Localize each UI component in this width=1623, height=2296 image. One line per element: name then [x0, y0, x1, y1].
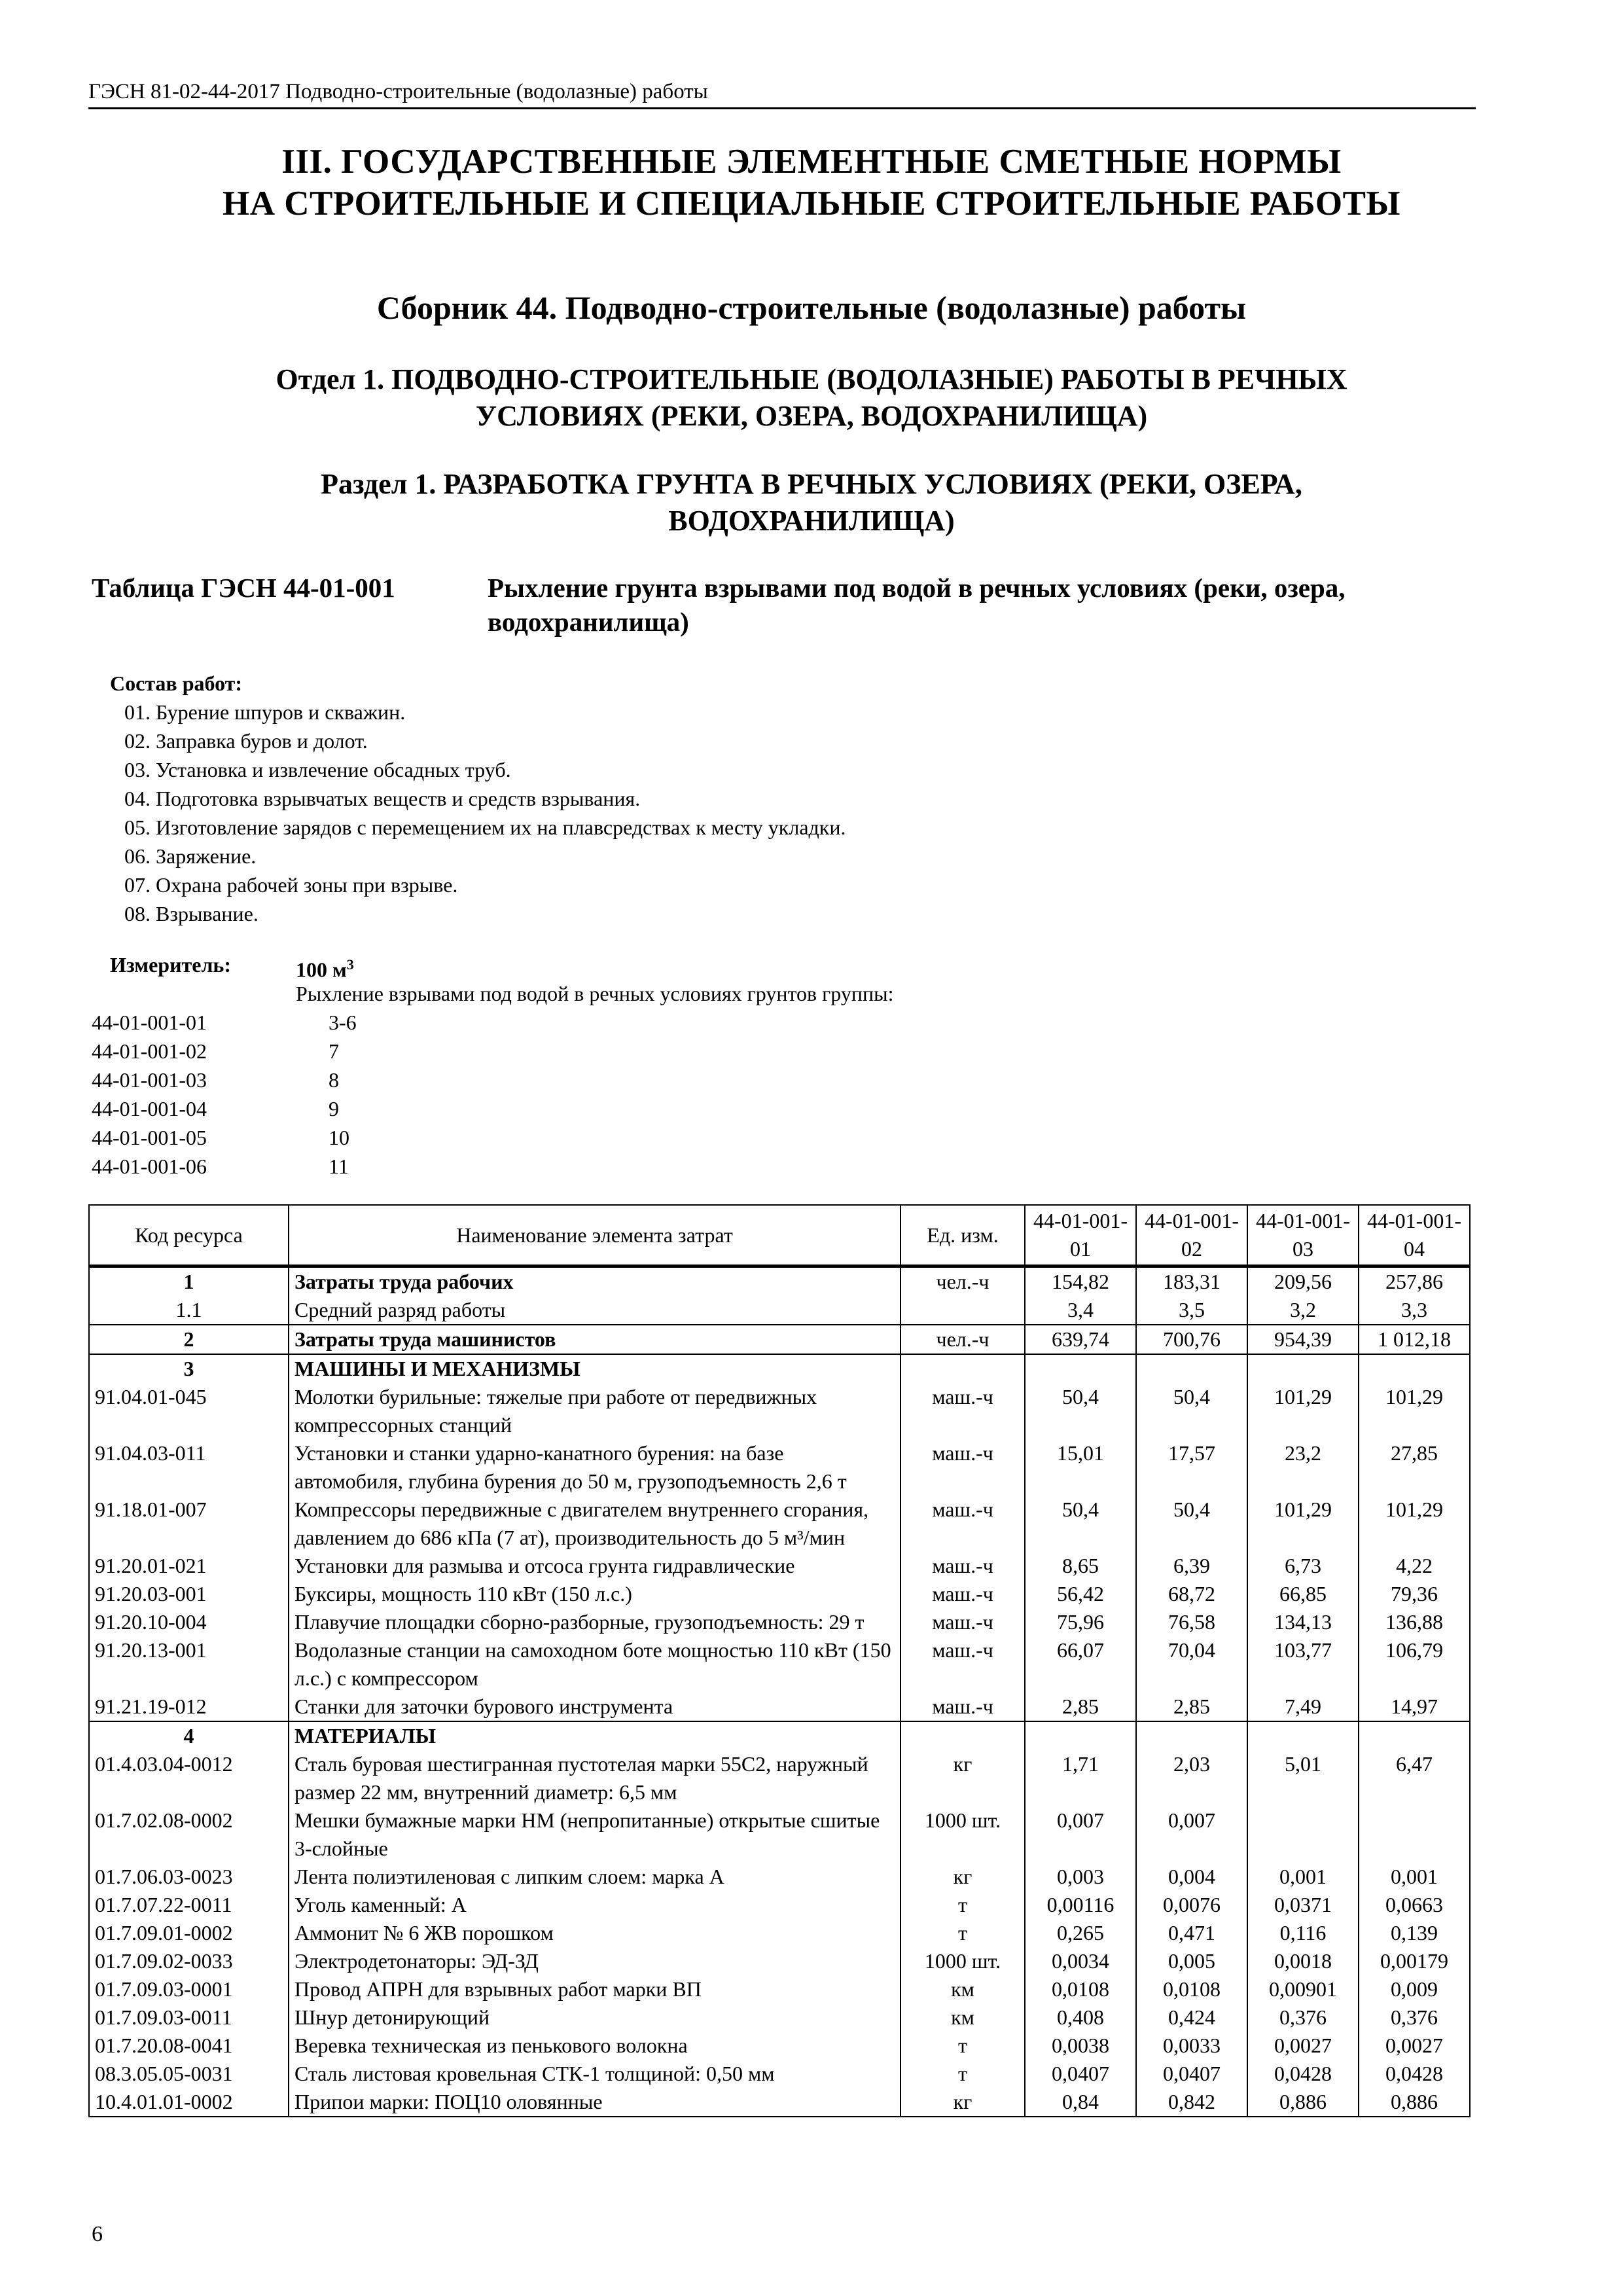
- cell-resource-code: 01.7.02.08-0002: [89, 1806, 289, 1863]
- table-caption-title-line-2: водохранилища): [488, 607, 689, 637]
- cell-resource-code: 01.7.20.08-0041: [89, 2032, 289, 2060]
- measure-description: Рыхление взрывами под водой в речных условиях грунтов группы:: [296, 982, 894, 1005]
- cell-cost-element-name: Средний разряд работы: [289, 1296, 901, 1325]
- cell-unit: кг: [901, 2088, 1025, 2117]
- table-body: [89, 1266, 1470, 2117]
- cell-cost-element-name: Провод АПРН для взрывных работ марки ВП: [289, 1975, 901, 2003]
- work-composition-item: 05. Изготовление зарядов с перемещением их на плавсредствах к месту укладки.: [124, 816, 846, 839]
- cell-norm-04: 101,29: [1359, 1383, 1470, 1439]
- cell-norm-03: 134,13: [1247, 1608, 1359, 1636]
- cell-norm-02: 68,72: [1136, 1580, 1247, 1608]
- table-row: [89, 1919, 1470, 1947]
- cell-resource-code: 1: [89, 1266, 289, 1297]
- cell-cost-element-name: Аммонит № 6 ЖВ порошком: [289, 1919, 901, 1947]
- section-title: [88, 466, 1535, 539]
- page-number: 6: [92, 2222, 103, 2246]
- table-row: [89, 1296, 1470, 1325]
- table-row: [89, 2032, 1470, 2060]
- cell-norm-04: 4,22: [1359, 1552, 1470, 1580]
- cell-norm-04: 14,97: [1359, 1693, 1470, 1721]
- cell-norm-03: 0,0371: [1247, 1891, 1359, 1919]
- cell-cost-element-name: Затраты труда рабочих: [289, 1266, 901, 1297]
- table-row: [89, 1947, 1470, 1975]
- cell-resource-code: 91.20.10-004: [89, 1608, 289, 1636]
- cell-resource-code: 10.4.01.01-0002: [89, 2088, 289, 2117]
- cell-norm-04: 257,86: [1359, 1266, 1470, 1297]
- cell-norm-03: 23,2: [1247, 1439, 1359, 1496]
- cell-norm-01: 75,96: [1025, 1608, 1136, 1636]
- measure-row: [92, 1094, 746, 1123]
- cell-norm-04: 3,3: [1359, 1296, 1470, 1325]
- cell-unit: 1000 шт.: [901, 1806, 1025, 1863]
- cell-norm-02: 0,007: [1136, 1806, 1247, 1863]
- cell-norm-02: 0,0108: [1136, 1975, 1247, 2003]
- measure-row: [92, 1152, 746, 1181]
- cell-norm-02: 0,471: [1136, 1919, 1247, 1947]
- cell-norm-01: 2,85: [1025, 1693, 1136, 1721]
- table-row: [89, 1636, 1470, 1693]
- cell-cost-element-name: Затраты труда машинистов: [289, 1325, 901, 1354]
- cell-resource-code: 01.7.09.02-0033: [89, 1947, 289, 1975]
- cell-norm-03: 5,01: [1247, 1750, 1359, 1806]
- cell-norm-01: 56,42: [1025, 1580, 1136, 1608]
- cell-norm-04: 6,47: [1359, 1750, 1470, 1806]
- cell-norm-04: 1 012,18: [1359, 1325, 1470, 1354]
- table-row: [89, 2088, 1470, 2117]
- cell-norm-01: 0,265: [1025, 1919, 1136, 1947]
- cell-norm-02: 0,0076: [1136, 1891, 1247, 1919]
- table-group-row: [89, 1266, 1470, 1297]
- cell-norm-03: 0,001: [1247, 1863, 1359, 1891]
- cell-unit: [901, 1354, 1025, 1383]
- cell-norm-01: 50,4: [1025, 1496, 1136, 1552]
- cell-cost-element-name: Веревка техническая из пенькового волокна: [289, 2032, 901, 2060]
- work-composition-item: 04. Подготовка взрывчатых веществ и средств взрывания.: [124, 787, 641, 810]
- work-composition-title: Состав работ:: [110, 672, 243, 695]
- cell-norm-02: 70,04: [1136, 1636, 1247, 1693]
- measure-row: [92, 1123, 746, 1152]
- table-row: [89, 2060, 1470, 2088]
- cell-unit: 1000 шт.: [901, 1947, 1025, 1975]
- cell-unit: т: [901, 2032, 1025, 2060]
- cell-norm-02: 2,85: [1136, 1693, 1247, 1721]
- running-header: ГЭСН 81-02-44-2017 Подводно-строительные (водолазные) работы: [88, 77, 1476, 109]
- work-composition-item: 01. Бурение шпуров и скважин.: [124, 700, 406, 724]
- main-title-line-1: III. ГОСУДАРСТВЕННЫЕ ЭЛЕМЕНТНЫЕ СМЕТНЫЕ НОРМЫ: [281, 143, 1342, 181]
- cell-cost-element-name: Шнур детонирующий: [289, 2003, 901, 2032]
- table-row: [89, 1552, 1470, 1580]
- cell-unit: маш.-ч: [901, 1636, 1025, 1693]
- cell-norm-04: [1359, 1354, 1470, 1383]
- measure-row-code: 44-01-001-04: [92, 1097, 207, 1121]
- table-row: [89, 1863, 1470, 1891]
- cell-norm-02: 0,0033: [1136, 2032, 1247, 2060]
- table-group-row: [89, 1721, 1470, 1750]
- cell-norm-03: 0,0027: [1247, 2032, 1359, 2060]
- cell-norm-04: [1359, 1806, 1470, 1863]
- cell-norm-01: 66,07: [1025, 1636, 1136, 1693]
- section-title-line-2: ВОДОХРАНИЛИЩА): [668, 505, 955, 537]
- cell-unit: км: [901, 2003, 1025, 2032]
- cell-cost-element-name: Электродетонаторы: ЭД-ЗД: [289, 1947, 901, 1975]
- cell-norm-01: 8,65: [1025, 1552, 1136, 1580]
- cell-cost-element-name: Сталь листовая кровельная СТК-1 толщиной: 0,50 мм: [289, 2060, 901, 2088]
- cell-norm-03: [1247, 1354, 1359, 1383]
- cell-norm-02: 0,004: [1136, 1863, 1247, 1891]
- measure-row-group: 3-6: [329, 1011, 357, 1034]
- cell-resource-code: 1.1: [89, 1296, 289, 1325]
- cell-norm-04: 0,009: [1359, 1975, 1470, 2003]
- cell-norm-01: 0,84: [1025, 2088, 1136, 2117]
- measure-row-code: 44-01-001-02: [92, 1039, 207, 1063]
- measure-row-code: 44-01-001-01: [92, 1011, 207, 1034]
- cell-norm-01: 0,0034: [1025, 1947, 1136, 1975]
- cell-norm-03: 0,116: [1247, 1919, 1359, 1947]
- cell-norm-01: 50,4: [1025, 1383, 1136, 1439]
- table-group-row: [89, 1325, 1470, 1354]
- cell-norm-03: 209,56: [1247, 1266, 1359, 1297]
- cell-unit: маш.-ч: [901, 1580, 1025, 1608]
- measure-row-group: 7: [329, 1039, 339, 1063]
- header-resource-code: Код ресурса: [89, 1205, 289, 1266]
- cell-norm-01: 0,007: [1025, 1806, 1136, 1863]
- measure-rows: [92, 1008, 746, 1181]
- cell-resource-code: 01.7.09.01-0002: [89, 1919, 289, 1947]
- cell-norm-02: 0,0407: [1136, 2060, 1247, 2088]
- measure-row-group: 9: [329, 1097, 339, 1121]
- header-cost-element-name: Наименование элемента затрат: [289, 1205, 901, 1266]
- cell-norm-02: 0,005: [1136, 1947, 1247, 1975]
- cell-norm-03: [1247, 1806, 1359, 1863]
- cell-norm-01: 3,4: [1025, 1296, 1136, 1325]
- cell-resource-code: 91.20.13-001: [89, 1636, 289, 1693]
- cell-norm-04: 0,0428: [1359, 2060, 1470, 2088]
- cell-unit: [901, 1296, 1025, 1325]
- cell-norm-02: [1136, 1354, 1247, 1383]
- cell-resource-code: 01.7.09.03-0001: [89, 1975, 289, 2003]
- cell-unit: т: [901, 1919, 1025, 1947]
- measure-row: [92, 1037, 746, 1066]
- cell-norm-02: 183,31: [1136, 1266, 1247, 1297]
- cell-resource-code: 01.7.07.22-0011: [89, 1891, 289, 1919]
- cell-unit: маш.-ч: [901, 1693, 1025, 1721]
- cell-norm-04: 0,00179: [1359, 1947, 1470, 1975]
- header-unit: Ед. изм.: [901, 1205, 1025, 1266]
- measure-row-code: 44-01-001-05: [92, 1126, 207, 1149]
- cell-resource-code: 3: [89, 1354, 289, 1383]
- department-title-line-2: УСЛОВИЯХ (РЕКИ, ОЗЕРА, ВОДОХРАНИЛИЩА): [475, 400, 1148, 432]
- cell-norm-04: 0,139: [1359, 1919, 1470, 1947]
- table-row: [89, 2003, 1470, 2032]
- cell-resource-code: 4: [89, 1721, 289, 1750]
- work-composition-item: 06. Заряжение.: [124, 844, 257, 868]
- table-row: [89, 1891, 1470, 1919]
- cell-norm-04: 0,886: [1359, 2088, 1470, 2117]
- cell-norm-03: 101,29: [1247, 1383, 1359, 1439]
- measure-row-code: 44-01-001-06: [92, 1155, 207, 1178]
- cell-norm-02: 17,57: [1136, 1439, 1247, 1496]
- cell-unit: кг: [901, 1863, 1025, 1891]
- cell-resource-code: 08.3.05.05-0031: [89, 2060, 289, 2088]
- cell-norm-04: 0,0027: [1359, 2032, 1470, 2060]
- measure-row: [92, 1066, 746, 1094]
- cell-norm-02: 3,5: [1136, 1296, 1247, 1325]
- cell-norm-01: 0,0038: [1025, 2032, 1136, 2060]
- cell-norm-01: 154,82: [1025, 1266, 1136, 1297]
- cell-cost-element-name: Сталь буровая шестигранная пустотелая марки 55С2, наружный размер 22 мм, внутренний диаметр: 6,5 мм: [289, 1750, 901, 1806]
- cell-norm-03: [1247, 1721, 1359, 1750]
- cell-resource-code: 2: [89, 1325, 289, 1354]
- table-row: [89, 1439, 1470, 1496]
- work-composition-item: 08. Взрывание.: [124, 902, 259, 925]
- cell-cost-element-name: МАШИНЫ И МЕХАНИЗМЫ: [289, 1354, 901, 1383]
- cell-unit: маш.-ч: [901, 1552, 1025, 1580]
- cell-cost-element-name: Компрессоры передвижные с двигателем внутреннего сгорания, давлением до 686 кПа (7 ат), производительность до 5 м³/мин: [289, 1496, 901, 1552]
- header-norm-02: 44-01-001-02: [1136, 1205, 1247, 1266]
- cell-cost-element-name: Уголь каменный: А: [289, 1891, 901, 1919]
- main-title-line-2: НА СТРОИТЕЛЬНЫЕ И СПЕЦИАЛЬНЫЕ СТРОИТЕЛЬНЫЕ РАБОТЫ: [223, 185, 1400, 223]
- cell-norm-01: 0,0407: [1025, 2060, 1136, 2088]
- measure-value-exponent: 3: [346, 956, 354, 973]
- cell-cost-element-name: Станки для заточки бурового инструмента: [289, 1693, 901, 1721]
- cell-cost-element-name: Лента полиэтиленовая с липким слоем: марка А: [289, 1863, 901, 1891]
- cell-resource-code: 91.20.01-021: [89, 1552, 289, 1580]
- cell-norm-04: 0,376: [1359, 2003, 1470, 2032]
- cell-unit: маш.-ч: [901, 1608, 1025, 1636]
- cell-norm-03: 0,0428: [1247, 2060, 1359, 2088]
- cell-norm-04: [1359, 1721, 1470, 1750]
- cell-norm-03: 103,77: [1247, 1636, 1359, 1693]
- cell-norm-02: 700,76: [1136, 1325, 1247, 1354]
- cell-norm-03: 0,886: [1247, 2088, 1359, 2117]
- table-row: [89, 1750, 1470, 1806]
- cell-resource-code: 01.7.06.03-0023: [89, 1863, 289, 1891]
- cell-norm-03: 0,00901: [1247, 1975, 1359, 2003]
- cell-norm-02: 2,03: [1136, 1750, 1247, 1806]
- cell-norm-02: 0,424: [1136, 2003, 1247, 2032]
- cell-norm-02: 76,58: [1136, 1608, 1247, 1636]
- cell-cost-element-name: Буксиры, мощность 110 кВт (150 л.с.): [289, 1580, 901, 1608]
- cell-norm-04: 136,88: [1359, 1608, 1470, 1636]
- department-title-line-1: Отдел 1. ПОДВОДНО-СТРОИТЕЛЬНЫЕ (ВОДОЛАЗНЫЕ) РАБОТЫ В РЕЧНЫХ: [276, 363, 1347, 395]
- cell-norm-01: 0,0108: [1025, 1975, 1136, 2003]
- cell-cost-element-name: Установки и станки ударно-канатного бурения: на базе автомобиля, глубина бурения до 50 м, грузоподъемность 2,6 т: [289, 1439, 901, 1496]
- cell-norm-03: 0,376: [1247, 2003, 1359, 2032]
- cell-norm-03: 101,29: [1247, 1496, 1359, 1552]
- table-caption-title: [488, 571, 1482, 639]
- cell-norm-02: 0,842: [1136, 2088, 1247, 2117]
- cell-unit: маш.-ч: [901, 1496, 1025, 1552]
- cell-resource-code: 01.7.09.03-0011: [89, 2003, 289, 2032]
- cell-norm-04: 79,36: [1359, 1580, 1470, 1608]
- cell-norm-04: 27,85: [1359, 1439, 1470, 1496]
- cell-resource-code: 91.04.01-045: [89, 1383, 289, 1439]
- main-title: [88, 141, 1535, 224]
- cell-norm-01: 0,00116: [1025, 1891, 1136, 1919]
- cell-cost-element-name: Водолазные станции на самоходном боте мощностью 110 кВт (150 л.с.) с компрессором: [289, 1636, 901, 1693]
- work-composition-item: 03. Установка и извлечение обсадных труб.: [124, 758, 511, 781]
- table-row: [89, 1496, 1470, 1552]
- cell-norm-03: 66,85: [1247, 1580, 1359, 1608]
- cell-norm-01: 0,408: [1025, 2003, 1136, 2032]
- header-norm-04: 44-01-001-04: [1359, 1205, 1470, 1266]
- table-caption-code: Таблица ГЭСН 44-01-001: [92, 573, 395, 603]
- cell-resource-code: 91.20.03-001: [89, 1580, 289, 1608]
- measure-label: Измеритель:: [110, 953, 231, 977]
- cell-cost-element-name: Припои марки: ПОЦ10 оловянные: [289, 2088, 901, 2117]
- cell-resource-code: 01.4.03.04-0012: [89, 1750, 289, 1806]
- cell-norm-03: 7,49: [1247, 1693, 1359, 1721]
- cell-unit: чел.-ч: [901, 1266, 1025, 1297]
- cell-unit: т: [901, 2060, 1025, 2088]
- cell-unit: чел.-ч: [901, 1325, 1025, 1354]
- collection-title: Сборник 44. Подводно-строительные (водолазные) работы: [376, 289, 1247, 326]
- cell-norm-02: 50,4: [1136, 1496, 1247, 1552]
- cell-norm-01: [1025, 1721, 1136, 1750]
- measure-row-group: 11: [329, 1155, 349, 1178]
- cell-unit: т: [901, 1891, 1025, 1919]
- work-composition: [110, 669, 846, 928]
- cell-resource-code: 91.04.03-011: [89, 1439, 289, 1496]
- cell-norm-03: 6,73: [1247, 1552, 1359, 1580]
- table-row: [89, 1383, 1470, 1439]
- cell-norm-04: 0,0663: [1359, 1891, 1470, 1919]
- cell-norm-01: 639,74: [1025, 1325, 1136, 1354]
- cell-norm-02: [1136, 1721, 1247, 1750]
- measure-value-number: 100 м: [296, 958, 347, 982]
- cell-cost-element-name: Установки для размыва и отсоса грунта гидравлические: [289, 1552, 901, 1580]
- cell-cost-element-name: Молотки бурильные: тяжелые при работе от передвижных компрессорных станций: [289, 1383, 901, 1439]
- work-composition-item: 07. Охрана рабочей зоны при взрыве.: [124, 873, 458, 897]
- work-composition-item: 02. Заправка буров и долот.: [124, 729, 368, 753]
- table-row: [89, 1608, 1470, 1636]
- table-caption-title-line-1: Рыхление грунта взрывами под водой в речных условиях (реки, озера,: [488, 573, 1346, 603]
- cell-cost-element-name: МАТЕРИАЛЫ: [289, 1721, 901, 1750]
- cell-unit: маш.-ч: [901, 1383, 1025, 1439]
- cell-unit: [901, 1721, 1025, 1750]
- table-row: [89, 1693, 1470, 1721]
- measure-row-code: 44-01-001-03: [92, 1068, 207, 1092]
- cell-norm-01: 15,01: [1025, 1439, 1136, 1496]
- cell-norm-01: [1025, 1354, 1136, 1383]
- cell-norm-01: 0,003: [1025, 1863, 1136, 1891]
- resource-cost-table: [88, 1204, 1471, 2117]
- department-title: [88, 361, 1535, 435]
- cell-norm-03: 3,2: [1247, 1296, 1359, 1325]
- cell-norm-03: 0,0018: [1247, 1947, 1359, 1975]
- table-group-row: [89, 1354, 1470, 1383]
- cell-resource-code: 91.18.01-007: [89, 1496, 289, 1552]
- cell-unit: маш.-ч: [901, 1439, 1025, 1496]
- header-norm-03: 44-01-001-03: [1247, 1205, 1359, 1266]
- cell-resource-code: 91.21.19-012: [89, 1693, 289, 1721]
- cell-cost-element-name: Мешки бумажные марки НМ (непропитанные) открытые сшитые 3-слойные: [289, 1806, 901, 1863]
- table-header-row: [89, 1205, 1470, 1266]
- header-norm-01: 44-01-001-01: [1025, 1205, 1136, 1266]
- measure-row-group: 10: [329, 1126, 349, 1149]
- cell-unit: кг: [901, 1750, 1025, 1806]
- table-row: [89, 1806, 1470, 1863]
- cell-norm-01: 1,71: [1025, 1750, 1136, 1806]
- table-row: [89, 1580, 1470, 1608]
- cell-norm-04: 106,79: [1359, 1636, 1470, 1693]
- cell-cost-element-name: Плавучие площадки сборно-разборные, грузоподъемность: 29 т: [289, 1608, 901, 1636]
- section-title-line-1: Раздел 1. РАЗРАБОТКА ГРУНТА В РЕЧНЫХ УСЛОВИЯХ (РЕКИ, ОЗЕРА,: [321, 468, 1302, 500]
- cell-norm-02: 50,4: [1136, 1383, 1247, 1439]
- cell-norm-03: 954,39: [1247, 1325, 1359, 1354]
- cell-norm-02: 6,39: [1136, 1552, 1247, 1580]
- cell-norm-04: 0,001: [1359, 1863, 1470, 1891]
- cell-unit: км: [901, 1975, 1025, 2003]
- cell-norm-04: 101,29: [1359, 1496, 1470, 1552]
- table-row: [89, 1975, 1470, 2003]
- measure-row-group: 8: [329, 1068, 339, 1092]
- measure-row: [92, 1008, 746, 1037]
